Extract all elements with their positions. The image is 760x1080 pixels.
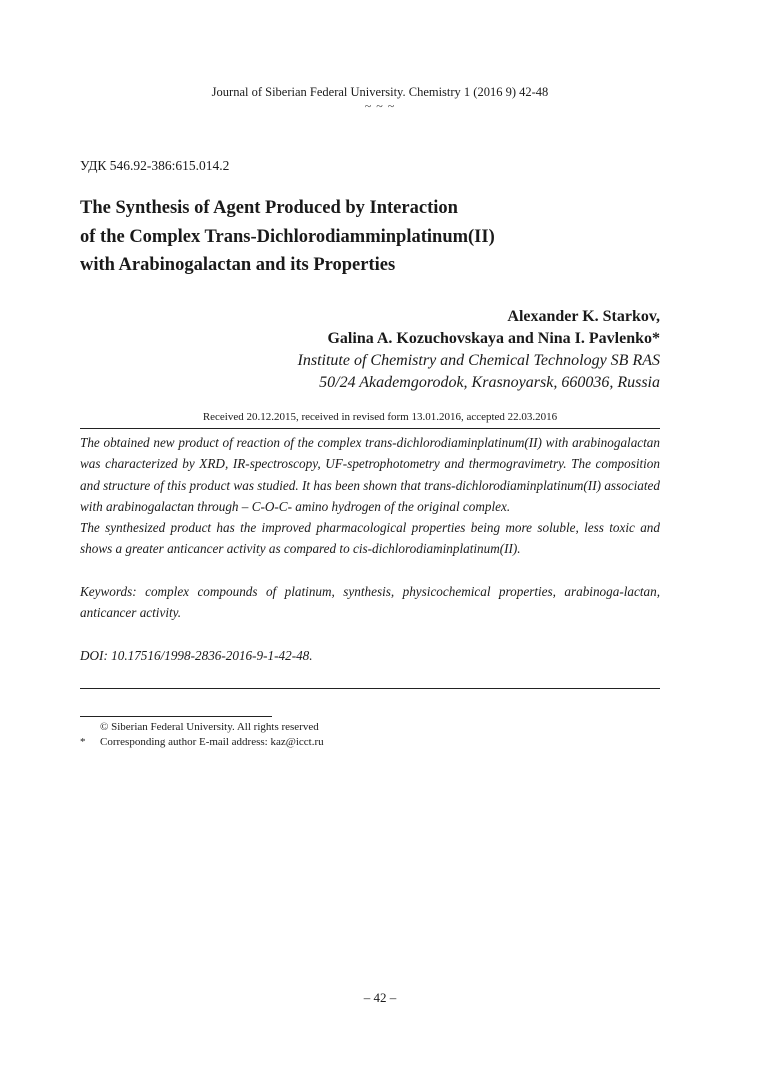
asterisk-mark: * — [80, 736, 86, 748]
page-number: – 42 – — [363, 990, 397, 1005]
abstract-block — [80, 432, 660, 666]
doi: DOI: 10.17516/1998-2836-2016-9-1-42-48. — [80, 647, 313, 663]
abstract-bottom-rule — [80, 688, 660, 689]
author-line: Alexander K. Starkov, — [507, 308, 660, 325]
title-line: The Synthesis of Agent Produced by Interaction — [80, 198, 458, 218]
udk-code: УДК 546.92-386:615.014.2 — [80, 158, 230, 173]
footnote-rule — [80, 716, 272, 717]
journal-header: Journal of Siberian Federal University. Chemistry 1 (2016 9) 42-48 — [211, 85, 549, 99]
title-line: of the Complex Trans-Dichlorodiamminplatinum(II) — [80, 226, 495, 247]
header-separator: ~ ~ ~ — [364, 99, 396, 113]
abstract-paragraph: The obtained new product of reaction of the complex trans-dichlorodiaminplatinum(II) with arabinogalactan was characterized by XRD, IR-spectroscopy, UF-spetrophotometry and thermogravimetry. The composition and structure of this product was studied. It has been shown that trans-dichlorodiaminplatinum(II) associated with arabinogalactan through – C-O-C- amino hydrogen of the original complex. — [80, 435, 660, 514]
author-block — [298, 306, 660, 394]
corresponding-footnote — [80, 735, 324, 750]
abstract-top-rule — [80, 428, 660, 429]
corresponding-text: Corresponding author E-mail address: kaz@icct.ru — [100, 736, 324, 748]
received-dates: Received 20.12.2015, received in revised form 13.01.2016, accepted 22.03.2016 — [202, 411, 558, 423]
affiliation-line: Institute of Chemistry and Chemical Technology SB RAS — [297, 352, 660, 369]
footnotes — [80, 720, 324, 750]
title-line: with Arabinogalactan and its Properties — [80, 255, 396, 275]
author-line: Galina A. Kozuchovskaya and Nina I. Pavlenko* — [327, 330, 660, 347]
abstract-paragraph: The synthesized product has the improved pharmacological properties being more soluble, less toxic and shows a greater anticancer activity as compared to cis-dichlorodiaminplatinum(II). — [80, 520, 660, 557]
affiliation-address: 50/24 Akademgorodok, Krasnoyarsk, 660036, Russia — [319, 374, 660, 391]
copyright-footnote: © Siberian Federal University. All rights reserved — [100, 721, 319, 733]
keywords: Keywords: complex compounds of platinum, synthesis, physicochemical properties, arabinoga-lactan, anticancer activity. — [80, 584, 660, 621]
article-title — [80, 194, 670, 280]
